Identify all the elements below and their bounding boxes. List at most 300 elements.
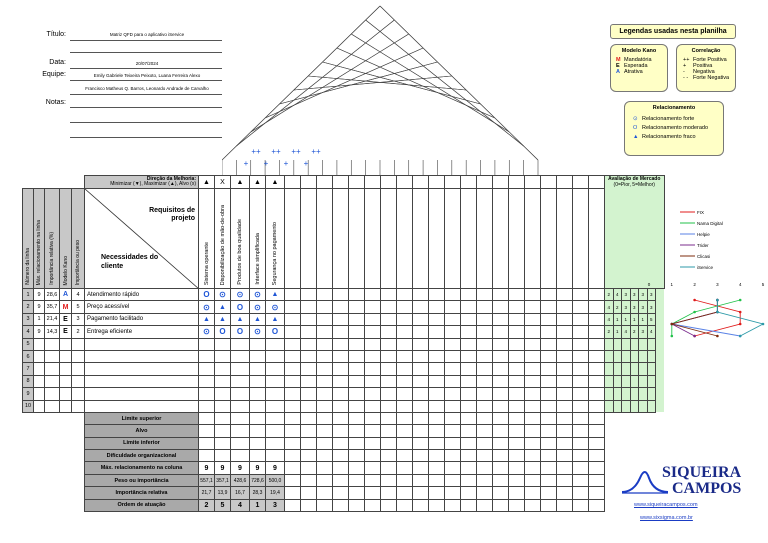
relationship-cell [445, 289, 461, 301]
relationship-cell [317, 313, 333, 325]
relationship-cell [250, 375, 266, 387]
bottom-value [250, 425, 266, 437]
relationship-cell [381, 289, 397, 301]
bottom-value [477, 499, 493, 511]
bottom-value [285, 499, 301, 511]
bottom-value [573, 487, 589, 499]
bottom-value: 9 [215, 462, 231, 474]
bottom-value [397, 487, 413, 499]
relationship-cell [250, 388, 266, 400]
bottom-value [525, 412, 541, 424]
relationship-cell [541, 313, 557, 325]
relationship-symbol: O [633, 125, 638, 131]
market-score: 4 [605, 313, 614, 325]
relationship-cell [333, 350, 349, 362]
bottom-row [23, 412, 665, 424]
bottom-value [199, 437, 215, 449]
relationship-cell [525, 363, 541, 375]
relationship-cell [365, 326, 381, 338]
correlation-legend-item [683, 75, 735, 81]
direction-label-line2: Minimizar (▼), Maximizar (▲), Alvo (x) [110, 181, 196, 187]
row-rel [45, 338, 60, 350]
requirement-header [397, 189, 413, 289]
relationship-cell [381, 301, 397, 313]
kano-text: Atrativa [624, 69, 643, 75]
bottom-value [557, 412, 573, 424]
bottom-value [317, 487, 333, 499]
bottom-value [477, 437, 493, 449]
requirement-header [215, 189, 231, 289]
relationship-cell [397, 350, 413, 362]
relationship-cell [589, 400, 605, 412]
relationship-cell [541, 326, 557, 338]
bottom-value [365, 425, 381, 437]
relationship-cell [557, 326, 573, 338]
direction-cell [413, 176, 429, 189]
market-score: 2 [630, 326, 639, 338]
market-score: 4 [647, 326, 656, 338]
legend-title-box [610, 24, 736, 39]
relationship-cell [285, 400, 301, 412]
team-label: Equipe: [42, 71, 66, 78]
relationship-cell [266, 400, 285, 412]
bottom-value [557, 474, 573, 486]
relationship-cell [397, 289, 413, 301]
bottom-value [525, 499, 541, 511]
row-number: 7 [23, 363, 34, 375]
bottom-value [541, 499, 557, 511]
row-number: 10 [23, 400, 34, 412]
bottom-value: 21,7 [199, 487, 215, 499]
correlation-mark: + [263, 159, 269, 168]
market-score: 1 [613, 326, 622, 338]
requirement-header [461, 189, 477, 289]
matrix-row [23, 350, 665, 362]
relationship-cell [541, 375, 557, 387]
title-label: Título: [46, 31, 66, 38]
bottom-value [285, 462, 301, 474]
row-number: 2 [23, 301, 34, 313]
bottom-value [285, 425, 301, 437]
bottom-value [266, 450, 285, 462]
relationship-cell [333, 338, 349, 350]
matrix-row [23, 388, 665, 400]
relationship-cell [381, 363, 397, 375]
bottom-value [266, 425, 285, 437]
relationship-cell [477, 388, 493, 400]
relationship-cell [509, 350, 525, 362]
customer-need [85, 338, 199, 350]
relationship-cell [285, 289, 301, 301]
kano-legend-title: Modelo Kano [621, 48, 657, 54]
relationship-cell [317, 289, 333, 301]
relationship-cell [349, 313, 365, 325]
needs-title: Necessidades do cliente [101, 254, 159, 270]
bottom-value [429, 499, 445, 511]
relationship-cell [381, 388, 397, 400]
relationship-cell [317, 400, 333, 412]
market-score: 1 [622, 313, 631, 325]
relationship-cell: ▲ [215, 301, 231, 313]
relationship-cell [461, 350, 477, 362]
bottom-value [199, 425, 215, 437]
relationship-cell [557, 388, 573, 400]
relationship-cell [525, 289, 541, 301]
market-score [613, 338, 622, 350]
bottom-value [301, 437, 317, 449]
bottom-value [589, 499, 605, 511]
market-score [622, 400, 631, 412]
correlation-mark: ++ [291, 147, 301, 156]
relationship-cell [509, 301, 525, 313]
bottom-value [573, 412, 589, 424]
direction-cell [541, 176, 557, 189]
bottom-value [285, 474, 301, 486]
relationship-legend-item [633, 115, 723, 124]
market-score [639, 350, 648, 362]
bottom-value [317, 474, 333, 486]
relationship-cell [381, 350, 397, 362]
direction-cell [365, 176, 381, 189]
relationship-cell [445, 388, 461, 400]
bottom-label: Limite inferior [85, 437, 199, 449]
kano-text: Mandatória [624, 57, 652, 63]
bottom-label: Limite superior [85, 412, 199, 424]
relationship-cell [285, 388, 301, 400]
relationship-cell [509, 313, 525, 325]
competitor-point [739, 335, 742, 338]
correlation-symbol: - [683, 69, 685, 75]
bottom-value [301, 474, 317, 486]
market-score: 3 [639, 301, 648, 313]
direction-label-line1: Direção da Melhoria: [146, 175, 196, 182]
axis-tick: 0 [647, 282, 651, 287]
bottom-value: 9 [199, 462, 215, 474]
relationship-cell [477, 313, 493, 325]
relationship-cell: O [231, 301, 250, 313]
bottom-value [589, 437, 605, 449]
bottom-value [333, 487, 349, 499]
market-score: 2 [605, 326, 614, 338]
relationship-cell [365, 350, 381, 362]
relationship-text: Relacionamento fraco [642, 134, 696, 140]
requirement-header [413, 189, 429, 289]
relationship-cell [573, 301, 589, 313]
bottom-row [23, 437, 665, 449]
relationship-cell [215, 388, 231, 400]
requirement-header [573, 189, 589, 289]
relationship-cell [461, 313, 477, 325]
relationship-cell [429, 301, 445, 313]
relationship-cell [477, 350, 493, 362]
market-score: 4 [613, 289, 622, 301]
row-rel: 14,3 [45, 326, 60, 338]
title-value: Matriz QFD para o aplicativo iService [109, 32, 185, 37]
legend-label: Helpie [697, 231, 710, 237]
relationship-cell [573, 326, 589, 338]
relationship-cell [493, 350, 509, 362]
relationship-cell [349, 400, 365, 412]
market-score [630, 388, 639, 400]
bottom-value [413, 499, 429, 511]
bottom-value: 1 [250, 499, 266, 511]
bottom-value [301, 462, 317, 474]
bottom-value: 357,1 [215, 474, 231, 486]
relationship-cell [509, 388, 525, 400]
bottom-value: 13,9 [215, 487, 231, 499]
bottom-value [541, 474, 557, 486]
logo-line2: CAMPOS [672, 480, 742, 497]
relationship-cell [317, 388, 333, 400]
bottom-value [231, 437, 250, 449]
relationship-cell [199, 350, 215, 362]
customer-need [85, 400, 199, 412]
bottom-value [199, 450, 215, 462]
requirement-header [509, 189, 525, 289]
relationship-cell [557, 400, 573, 412]
market-score [647, 350, 656, 362]
bottom-label: Ordem de atuação [85, 499, 199, 511]
relationship-cell [413, 289, 429, 301]
relationship-cell [525, 388, 541, 400]
bottom-value [541, 450, 557, 462]
relationship-cell: ⊙ [231, 289, 250, 301]
bottom-value [541, 425, 557, 437]
correlation-legend [676, 44, 736, 92]
market-score [605, 388, 614, 400]
customer-need: Preço acessível [85, 301, 199, 313]
relationship-cell [445, 338, 461, 350]
relationship-cell [557, 363, 573, 375]
relationship-cell [215, 363, 231, 375]
row-peso: 2 [72, 326, 85, 338]
direction-cell [397, 176, 413, 189]
row-kano [60, 400, 72, 412]
bottom-value [365, 450, 381, 462]
bottom-value [397, 450, 413, 462]
relationship-cell [461, 289, 477, 301]
relationship-cell [477, 363, 493, 375]
row-rel [45, 388, 60, 400]
requirement-header [285, 189, 301, 289]
bottom-value [215, 450, 231, 462]
direction-cell [477, 176, 493, 189]
left-header-text: Máx. relacionamento na linha [36, 219, 42, 285]
bottom-value [215, 425, 231, 437]
row-peso [72, 350, 85, 362]
relationship-cell [509, 326, 525, 338]
requirement-header [250, 189, 266, 289]
requirement-header [493, 189, 509, 289]
bottom-value: 3 [266, 499, 285, 511]
axis-tick: 4 [738, 282, 742, 287]
relationship-cell: ⊙ [199, 326, 215, 338]
market-score: 3 [639, 326, 648, 338]
market-score [647, 375, 656, 387]
requirement-header [445, 189, 461, 289]
competitor-point [762, 323, 765, 326]
left-header-text: Importância relativa (%) [49, 232, 55, 285]
bottom-value [493, 474, 509, 486]
requirement-text: Segurança no pagamento [272, 221, 278, 285]
direction-cell [285, 176, 301, 189]
bottom-value [493, 487, 509, 499]
bottom-value [589, 474, 605, 486]
relationship-cell [365, 400, 381, 412]
relationship-cell [461, 400, 477, 412]
matrix-row [23, 301, 665, 313]
relationship-cell [397, 313, 413, 325]
axis-tick: 5 [761, 282, 765, 287]
relationship-cell [301, 388, 317, 400]
bottom-value [493, 462, 509, 474]
relationship-cell: ▲ [215, 313, 231, 325]
row-max: 1 [34, 313, 45, 325]
relationship-cell [541, 301, 557, 313]
bottom-value: 19,4 [266, 487, 285, 499]
kano-text: Esperada [624, 63, 648, 69]
requirements-needs-header [85, 189, 199, 289]
bottom-value [573, 499, 589, 511]
bottom-value [413, 462, 429, 474]
relationship-cell [477, 400, 493, 412]
bottom-value [557, 450, 573, 462]
relationship-symbol: ▲ [633, 134, 639, 140]
requirement-header [541, 189, 557, 289]
bottom-value [397, 425, 413, 437]
market-score: 3 [639, 289, 648, 301]
bottom-value [397, 474, 413, 486]
market-score [630, 375, 639, 387]
bottom-value [349, 499, 365, 511]
bottom-value [557, 437, 573, 449]
competitor-point [739, 323, 742, 326]
relationship-cell [285, 326, 301, 338]
row-number: 9 [23, 388, 34, 400]
relationship-cell [461, 363, 477, 375]
relationship-cell [301, 375, 317, 387]
relationship-cell [250, 363, 266, 375]
row-number: 4 [23, 326, 34, 338]
direction-cell [493, 176, 509, 189]
bottom-value [215, 412, 231, 424]
bottom-value [541, 487, 557, 499]
requirement-header [333, 189, 349, 289]
relationship-cell [199, 400, 215, 412]
bottom-value [250, 450, 266, 462]
bottom-value [429, 412, 445, 424]
bottom-value: 557,1 [199, 474, 215, 486]
row-number: 5 [23, 338, 34, 350]
logo-line1: SIQUEIRA [662, 464, 742, 481]
relationship-cell [477, 326, 493, 338]
relationship-cell: ▲ [266, 289, 285, 301]
bottom-value: 9 [250, 462, 266, 474]
relationship-cell [589, 289, 605, 301]
relationship-cell [413, 400, 429, 412]
relationship-cell [301, 289, 317, 301]
direction-cell: ▲ [266, 176, 285, 189]
relationship-cell [445, 326, 461, 338]
competitor-point [693, 311, 696, 314]
row-rel: 21,4 [45, 313, 60, 325]
row-max [34, 375, 45, 387]
competitor-point [693, 335, 696, 338]
relationship-cell: ⊙ [250, 326, 266, 338]
relationship-cell [333, 388, 349, 400]
direction-cell [461, 176, 477, 189]
relationship-cell [285, 338, 301, 350]
row-max: 9 [34, 301, 45, 313]
bottom-label: Dificuldade organizacional [85, 450, 199, 462]
left-header-text: Modelo Kano [62, 255, 69, 285]
direction-cell [509, 176, 525, 189]
relationship-cell [317, 350, 333, 362]
bottom-value [525, 487, 541, 499]
market-score [647, 388, 656, 400]
logo-url2[interactable]: www.sixsigma.com.br [640, 515, 693, 521]
bottom-value [541, 462, 557, 474]
bottom-value [285, 450, 301, 462]
market-score: 2 [605, 289, 614, 301]
requirement-text: Produtos de boa qualidade [237, 219, 243, 285]
matrix-row [23, 338, 665, 350]
bottom-value [445, 499, 461, 511]
bottom-value [317, 462, 333, 474]
bottom-value [557, 462, 573, 474]
relationship-cell [333, 301, 349, 313]
correlation-symbol: - - [683, 75, 689, 81]
bottom-value [445, 462, 461, 474]
bottom-value [557, 425, 573, 437]
logo-url1[interactable]: www.siqueiracampos.com [634, 502, 698, 508]
relationship-cell [333, 289, 349, 301]
market-score [630, 400, 639, 412]
bottom-value [589, 412, 605, 424]
relationship-text: Relacionamento moderado [642, 125, 709, 131]
bottom-value [589, 487, 605, 499]
requirement-text: Disponibilização de mão-de-obra [219, 204, 226, 285]
market-score: 1 [639, 313, 648, 325]
customer-need [85, 350, 199, 362]
relationship-cell [589, 388, 605, 400]
relationship-cell: O [215, 326, 231, 338]
customer-need: Entrega eficiente [85, 326, 199, 338]
relationship-cell [445, 400, 461, 412]
relationship-cell [429, 289, 445, 301]
market-score [622, 388, 631, 400]
bottom-value [509, 462, 525, 474]
relationship-cell [333, 313, 349, 325]
bottom-value [365, 437, 381, 449]
relationship-cell [285, 313, 301, 325]
market-score: 5 [647, 313, 656, 325]
relationship-cell [317, 301, 333, 313]
relationship-cell [349, 326, 365, 338]
bottom-row [23, 462, 665, 474]
competitor-point [716, 299, 719, 302]
market-score [630, 363, 639, 375]
left-header-text: Número da linha [25, 248, 31, 285]
requirement-header [525, 189, 541, 289]
row-rel [45, 350, 60, 362]
relationship-cell [199, 363, 215, 375]
relationship-cell [231, 400, 250, 412]
row-max: 9 [34, 289, 45, 301]
relationship-cell [509, 400, 525, 412]
correlation-mark: + [243, 159, 249, 168]
bottom-label: Alvo [85, 425, 199, 437]
